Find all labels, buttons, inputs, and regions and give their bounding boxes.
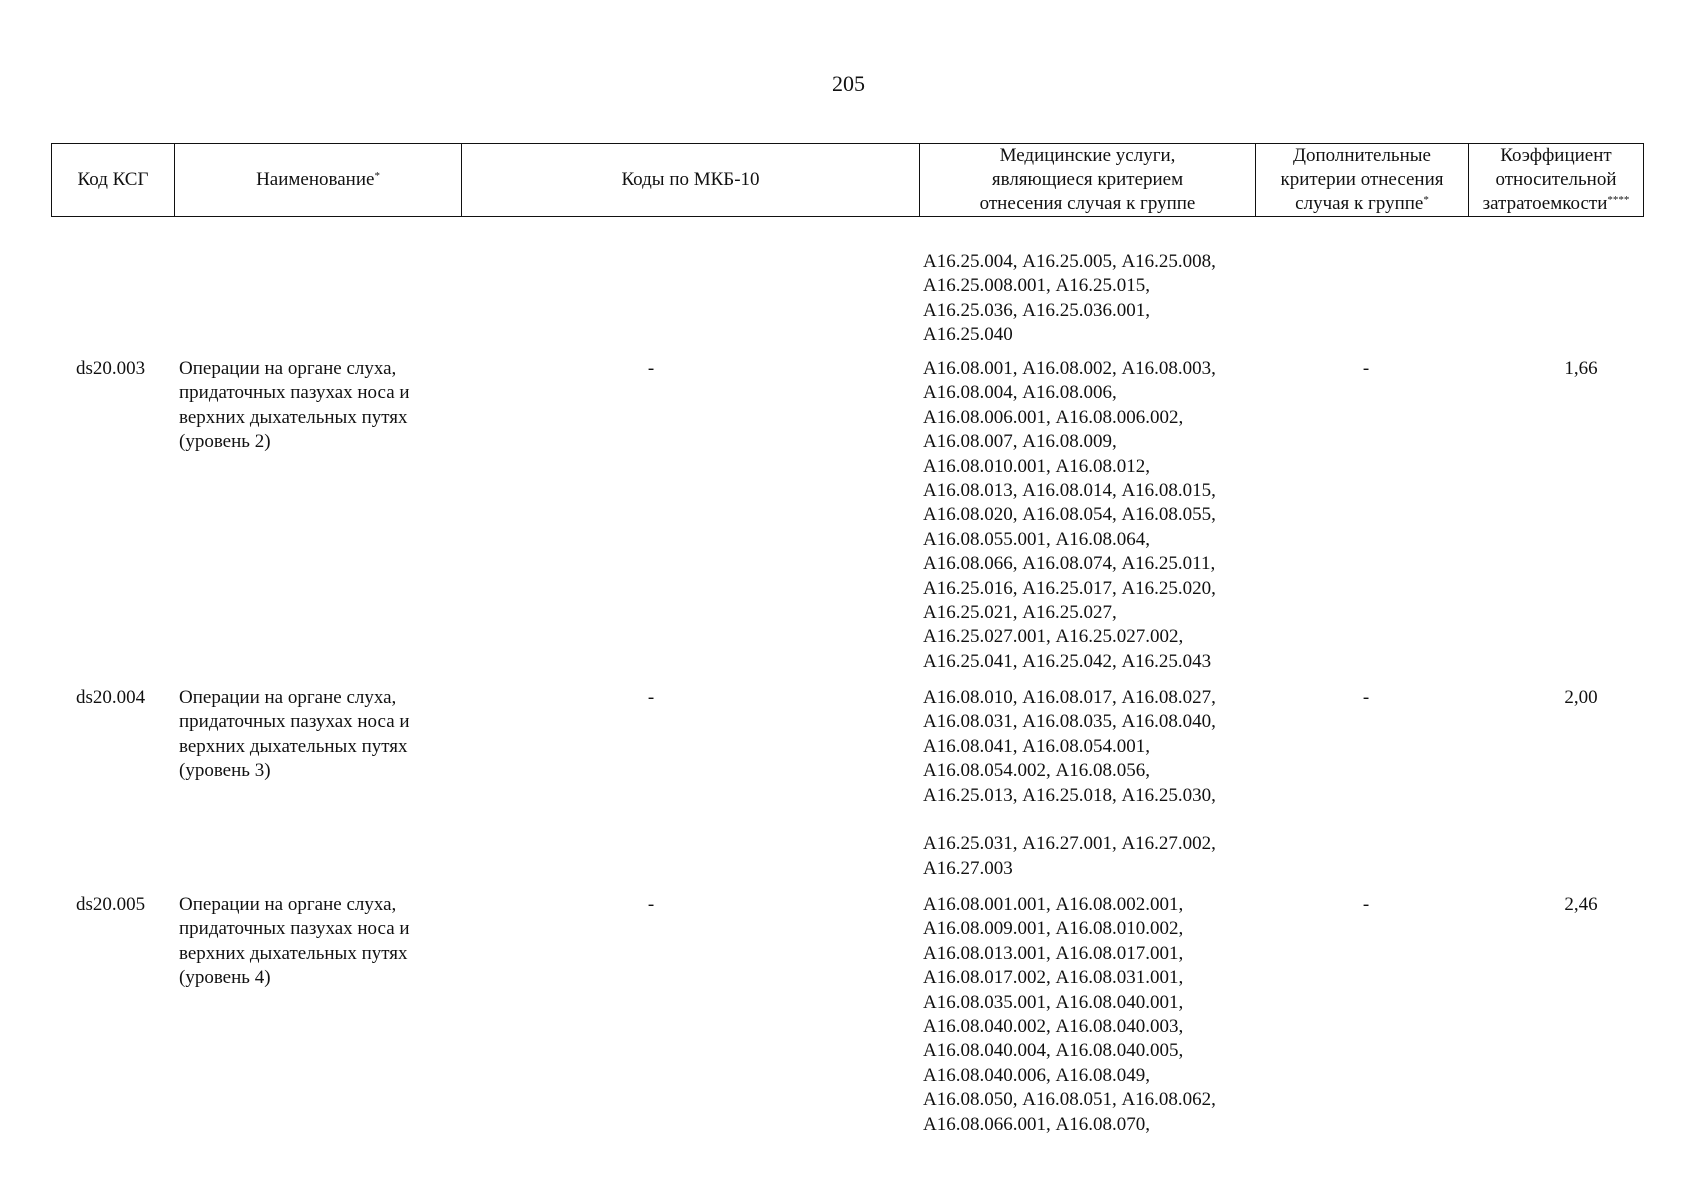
header-ksg-code: Код КСГ [77,169,149,190]
header-name-label: Наименование [256,169,375,190]
table-row [51,686,1644,879]
header-services: Медицинские услуги, являющиеся критерием отнесения случая к группе [919,144,1255,216]
services-cell: А16.08.001, А16.08.002, А16.08.003, А16.08.004, А16.08.006, А16.08.006.001, А16.08.006.002, А16.08.007, А16.08.009, А16.08.010.001, А16.08.012, А16.08.013, А16.08.014, А16.08.015, А16.08.020, А16.08.054, А16.08.055, А16.08.055.001, А16.08.064, А16.08.066, А16.08.074, А16.25.011, А16.25.016, А16.25.017, А16.25.020, А16.25.021, А16.25.027, А16.25.027.001, А16.25.027.002, А16.25.041, А16.25.042, А16.25.043 [923,358,1216,672]
header-extra-criteria: Дополнительные критерии отнесения случая к группе* [1255,144,1468,216]
mkb-cell: - [647,687,655,708]
coefficient-cell: 2,00 [1564,687,1598,708]
coefficient-cell: 1,66 [1564,358,1598,379]
page-number: 205 [832,71,865,96]
name-cell: Операции на органе слуха, придаточных пазухах носа и верхних дыхательных путях (уровень 3) [179,687,410,782]
extra-criteria-cell: - [1362,894,1370,915]
header-name [174,144,461,216]
name-cell: Операции на органе слуха, придаточных пазухах носа и верхних дыхательных путях (уровень 2) [179,358,410,453]
coefficient-cell: 2,46 [1564,894,1598,915]
mkb-cell: - [647,894,655,915]
services-cell: А16.25.004, А16.25.005, А16.25.008, А16.25.008.001, А16.25.015, А16.25.036, А16.25.036.001, А16.25.040 [923,251,1216,346]
header-coefficient: Коэффициент относительной затратоемкости**** [1468,144,1643,216]
name-cell: Операции на органе слуха, придаточных пазухах носа и верхних дыхательных путях (уровень 4) [179,894,410,989]
table-row [51,893,1644,1135]
mkb-cell: - [647,358,655,379]
header-mkb-codes: Коды по МКБ-10 [461,144,919,216]
ksg-code-cell: ds20.003 [76,358,146,379]
ksg-table [51,143,1644,1135]
table-row-continuation [51,250,1644,346]
ksg-code-cell: ds20.004 [76,687,146,708]
services-cell: А16.08.001.001, А16.08.002.001, А16.08.009.001, А16.08.010.002, А16.08.013.001, А16.08.017.001, А16.08.017.002, А16.08.031.001, А16.08.035.001, А16.08.040.001, А16.08.040.002, А16.08.040.003, А16.08.040.004, А16.08.040.005, А16.08.040.006, А16.08.049, А16.08.050, А16.08.051, А16.08.062, А16.08.066.001, А16.08.070, [923,894,1216,1135]
footnote-mark: * [1423,194,1429,206]
extra-criteria-cell: - [1362,358,1370,379]
table-header [51,143,1644,217]
footnote-mark: **** [1607,194,1630,206]
footnote-mark: * [374,170,380,182]
extra-criteria-cell: - [1362,687,1370,708]
services-cell: А16.08.010, А16.08.017, А16.08.027, А16.08.031, А16.08.035, А16.08.040, А16.08.041, А16.08.054.001, А16.08.054.002, А16.08.056, А16.25.013, А16.25.018, А16.25.030, А16.25.031, А16.27.001, А16.27.002, А16.27.003 [923,687,1216,879]
ksg-code-cell: ds20.005 [76,894,146,915]
table-row [51,357,1644,672]
